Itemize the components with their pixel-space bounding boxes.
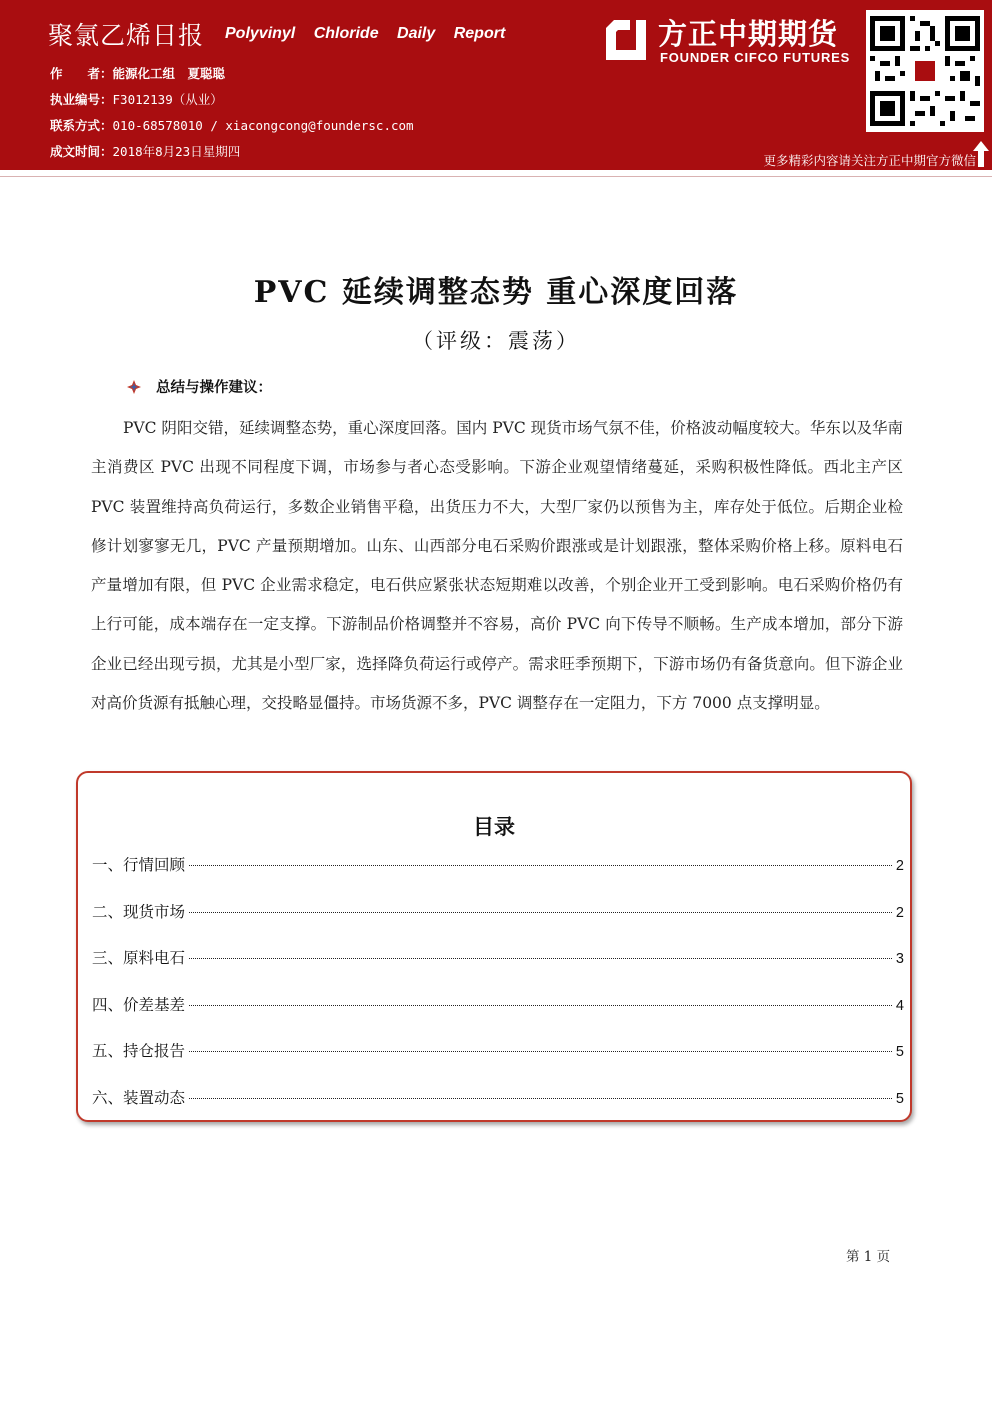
toc-item-text: 六、装置动态 <box>92 1088 186 1107</box>
toc-item-page: 2 <box>895 858 904 874</box>
toc-item[interactable] <box>92 1039 904 1086</box>
toc-item-page: 4 <box>895 997 904 1014</box>
arrow-up-icon <box>972 140 990 168</box>
toc-item-text: 一、行情回顾 <box>92 856 186 874</box>
report-title-en: Polyvinyl Chloride Daily Report <box>225 25 506 42</box>
toc-item[interactable] <box>92 993 904 1040</box>
toc-title: 目录 <box>473 815 515 839</box>
toc-item-text: 二、现货市场 <box>92 902 186 921</box>
toc-leader-dots <box>189 1051 892 1052</box>
toc-item-page: 3 <box>895 951 904 967</box>
bullet-icon <box>126 379 142 395</box>
contact-label: 联系方式： <box>50 118 113 133</box>
toc-leader-dots <box>189 1098 892 1099</box>
toc-leader-dots <box>189 912 892 913</box>
toc-item[interactable] <box>92 900 904 947</box>
toc-leader-dots <box>189 865 892 866</box>
table-of-contents <box>76 771 912 1122</box>
header-divider <box>0 176 992 177</box>
toc-item-page: 5 <box>895 1044 904 1060</box>
contact-value: 010-68578010 / xiacongcong@foundersc.com <box>112 118 414 133</box>
toc-item-page: 2 <box>895 904 904 921</box>
logo-text-cn: 方正中期期货 <box>658 17 839 51</box>
wechat-qr-code <box>866 10 984 132</box>
summary-paragraph: PVC 阴阳交错，延续调整态势，重心深度回落。国内 PVC 现货市场气氛不佳，价格波动幅度较大。华东以及华南主消费区 PVC 出现不同程度下调，市场参与者心态受影响。下游企业观望情绪蔓延，采购积极性降低。西北主产区 PVC 装置维持高负荷运行，多数企业销售平稳，出货压力不大，大型厂家仍以预售为主，库存处于低位。后期企业检修计划寥寥无几，PVC 产量预期增加。山东、山西部分电石采购价跟涨或是计划跟涨，整体采购价格上移。原料电石产量增加有限，但 PVC 企业需求稳定，电石供应紧张状态短期难以改善，个别企业开工受到影响。电石采购价格仍有上行可能，成本端存在一定支撑。下游制品价格调整并不容易，高价 PVC 向下传导不顺畅。生产成本增加，部分下游企业已经出现亏损，尤其是小型厂家，选择降负荷运行或停产。需求旺季预期下，下游市场仍有备货意向。但下游企业对高价货源有抵触心理，交投略显僵持。市场货源不多，PVC 调整存在一定阻力，下方 7000 点支撑明显。 <box>91 419 903 713</box>
toc-item-text: 四、价差基差 <box>92 995 186 1014</box>
toc-item-text: 三、原料电石 <box>92 949 186 967</box>
toc-list <box>92 853 904 1132</box>
follow-wechat-text: 更多精彩内容请关注方正中期官方微信 <box>763 153 976 168</box>
toc-leader-dots <box>189 1005 892 1006</box>
contact-line <box>50 116 414 134</box>
author-line <box>50 64 225 82</box>
toc-leader-dots <box>189 958 892 959</box>
toc-item[interactable] <box>92 946 904 993</box>
author-value: 能源化工组 夏聪聪 <box>112 66 226 81</box>
logo-text-en: FOUNDER CIFCO FUTURES <box>660 50 851 65</box>
founder-logo-icon <box>604 18 648 62</box>
report-title: 聚氯乙烯日报 <box>48 21 205 50</box>
toc-item[interactable] <box>92 853 904 900</box>
author-label: 作 者： <box>50 66 113 81</box>
summary-heading <box>126 376 272 397</box>
license-label: 执业编号： <box>50 92 113 107</box>
page-number: 第 1 页 <box>846 1249 891 1265</box>
toc-item-page: 5 <box>895 1090 904 1107</box>
date-label: 成文时间： <box>50 144 113 159</box>
toc-item-text: 五、持仓报告 <box>92 1042 186 1060</box>
rating-subtitle: （评级：震荡） <box>412 329 580 353</box>
page-title: PVC 延续调整态势 重心深度回落 <box>253 275 739 310</box>
summary-heading-text: 总结与操作建议： <box>156 380 272 396</box>
toc-item[interactable] <box>92 1086 904 1133</box>
header-banner <box>0 0 992 170</box>
date-line <box>50 142 240 160</box>
date-value: 2018年8月23日星期四 <box>112 144 241 159</box>
license-value: F3012139（从业） <box>112 92 223 107</box>
license-line <box>50 90 223 108</box>
